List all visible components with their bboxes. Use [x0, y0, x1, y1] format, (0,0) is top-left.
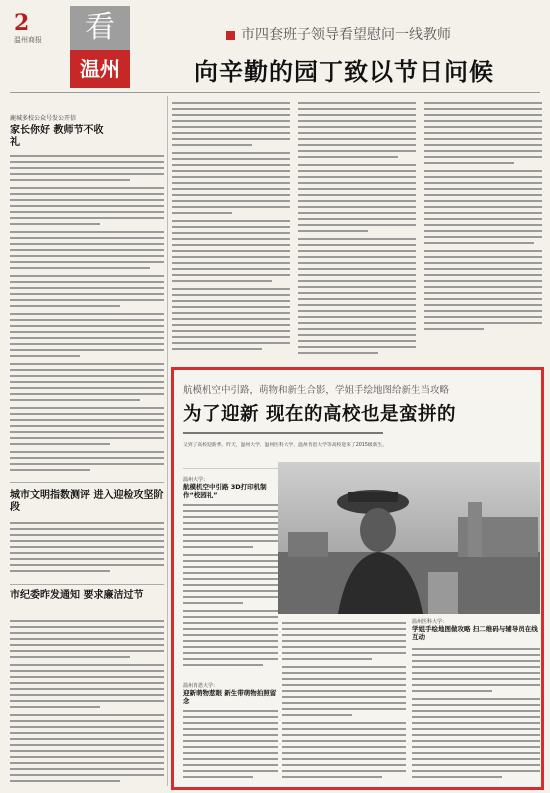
feature-lead: 又到了高校迎新季。昨天，温州大学、温州医科大学、温州肯恩大学等高校迎来了2015级新生。 [183, 443, 388, 448]
sub2-kicker: 温州医科大学： [412, 619, 448, 625]
feature-body-col3 [412, 646, 540, 788]
sub3-kicker: 温州肯恩大学： [183, 683, 219, 689]
story2-body [10, 520, 164, 578]
lead-headline: 向辛勤的园丁致以节日问候 [194, 57, 494, 86]
lead-kicker: 市四套班子领导看望慰问一线教师 [226, 24, 451, 44]
story3-title: 市纪委昨发通知 要求廉洁过节 [10, 590, 144, 601]
left-divider-2 [10, 584, 164, 585]
feature-body-col1 [183, 502, 278, 677]
body-text-lines [183, 708, 278, 786]
story1-body [10, 153, 164, 476]
body-text-lines [282, 620, 406, 788]
section-badge [70, 6, 130, 88]
body-text-lines [172, 98, 542, 360]
feature-body-col1b [183, 708, 278, 786]
story2-title: 城市文明指数测评 进入迎检攻坚阶段 [10, 490, 164, 513]
story3-body [10, 618, 164, 786]
sub1-kicker: 温州大学： [183, 477, 209, 483]
body-text-lines [10, 153, 164, 476]
body-text-lines [412, 646, 540, 788]
sub3-title: 迎新萌物惹眼 新生带萌物拍照留念 [183, 689, 277, 705]
kicker-square-icon [226, 31, 235, 40]
feature-photo [278, 462, 540, 614]
byline-text [183, 430, 383, 436]
masthead-divider [10, 92, 540, 93]
paper-name: 温州商报 [14, 36, 42, 44]
column-divider [167, 96, 168, 786]
body-text-lines [10, 520, 164, 578]
body-text-lines [10, 618, 164, 786]
lead-story-body [172, 98, 542, 360]
story1-title: 家长你好 教师节不收礼 [10, 125, 104, 148]
feature-byline [183, 430, 383, 438]
feature-headline: 为了迎新 现在的高校也是蛮拼的 [183, 404, 456, 425]
section-bottom-label: 温州 [70, 50, 130, 88]
feature-kicker: 航模机空中引路，萌物和新生合影，学姐手绘地图给新生当攻略 [183, 385, 450, 396]
feature-story-box [171, 367, 544, 790]
masthead [0, 0, 550, 92]
feature-body-col2 [282, 620, 406, 788]
story1-kicker: 鹿城多校公众号发公开信 [10, 115, 77, 122]
page-number: 2 [14, 10, 30, 36]
graduate-photo-image [278, 462, 540, 614]
section-top-label: 看 [70, 6, 130, 50]
sub2-title: 学姐手绘地图做攻略 扫二维码与辅导员在线互动 [412, 625, 538, 641]
body-text-lines [183, 502, 278, 677]
sub1-title: 航模机空中引路 3D打印机制作“校园礼” [183, 483, 267, 499]
left-divider-1 [10, 482, 164, 483]
